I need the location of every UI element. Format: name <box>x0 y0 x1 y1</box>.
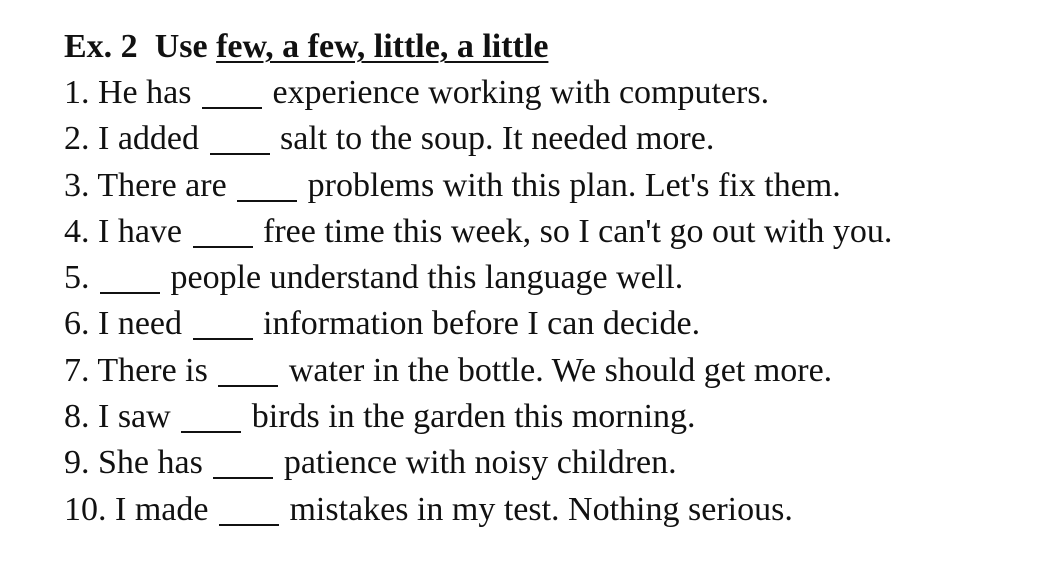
answer-blank[interactable] <box>213 477 273 479</box>
answer-blank[interactable] <box>100 292 160 294</box>
exercise-item <box>64 116 1039 162</box>
item-number: 6. <box>64 305 90 343</box>
answer-blank[interactable] <box>237 200 297 202</box>
item-number: 10. <box>64 490 107 528</box>
item-text-before: I need <box>98 305 183 343</box>
exercise-item <box>64 70 1039 116</box>
item-text-before: There are <box>97 166 227 204</box>
item-text-before: I have <box>98 212 183 250</box>
exercise-item <box>64 209 1039 255</box>
exercise-heading <box>64 24 1039 70</box>
item-number: 9. <box>64 444 90 482</box>
item-text-after: salt to the soup. It needed more. <box>280 120 715 158</box>
item-text-before: I added <box>98 120 200 158</box>
item-text-after: birds in the garden this morning. <box>251 398 696 436</box>
item-text-after: people understand this language well. <box>170 259 684 297</box>
item-text-after: free time this week, so I can't go out with you. <box>263 212 893 250</box>
exercise-item <box>64 163 1039 209</box>
worksheet <box>64 24 1039 533</box>
answer-blank[interactable] <box>219 524 279 526</box>
item-text-after: experience working with computers. <box>272 74 770 111</box>
exercise-item <box>64 348 1039 394</box>
item-number: 8. <box>64 398 90 436</box>
exercise-item <box>64 255 1039 301</box>
item-text-before: She has <box>98 444 203 482</box>
item-text-before: He has <box>98 74 192 111</box>
answer-blank[interactable] <box>210 153 270 155</box>
exercise-list <box>64 70 1039 533</box>
item-number: 4. <box>64 212 90 250</box>
exercise-item <box>64 487 1039 533</box>
item-text-after: information before I can decide. <box>263 305 701 343</box>
item-text-after: patience with noisy children. <box>283 444 677 482</box>
item-number: 5. <box>64 259 90 297</box>
answer-blank[interactable] <box>193 338 253 340</box>
answer-blank[interactable] <box>218 385 278 387</box>
item-text-before: There is <box>97 351 208 389</box>
answer-blank[interactable] <box>202 107 262 109</box>
item-text-before: I made <box>115 490 209 528</box>
exercise-label: Ex. 2 <box>64 28 138 65</box>
exercise-item <box>64 301 1039 347</box>
answer-blank[interactable] <box>181 431 241 433</box>
exercise-item <box>64 394 1039 440</box>
target-words: few, a few, little, a little <box>216 28 549 65</box>
item-number: 3. <box>64 166 90 204</box>
item-number: 7. <box>64 351 90 389</box>
item-number: 2. <box>64 120 90 158</box>
exercise-instruction: Use <box>154 28 208 65</box>
item-text-after: mistakes in my test. Nothing serious. <box>289 490 793 528</box>
item-text-before: I saw <box>98 398 171 436</box>
item-text-after: water in the bottle. We should get more. <box>288 351 833 389</box>
item-number: 1. <box>64 74 90 111</box>
exercise-item <box>64 440 1039 486</box>
item-text-after: problems with this plan. Let's fix them. <box>307 166 841 204</box>
answer-blank[interactable] <box>193 246 253 248</box>
